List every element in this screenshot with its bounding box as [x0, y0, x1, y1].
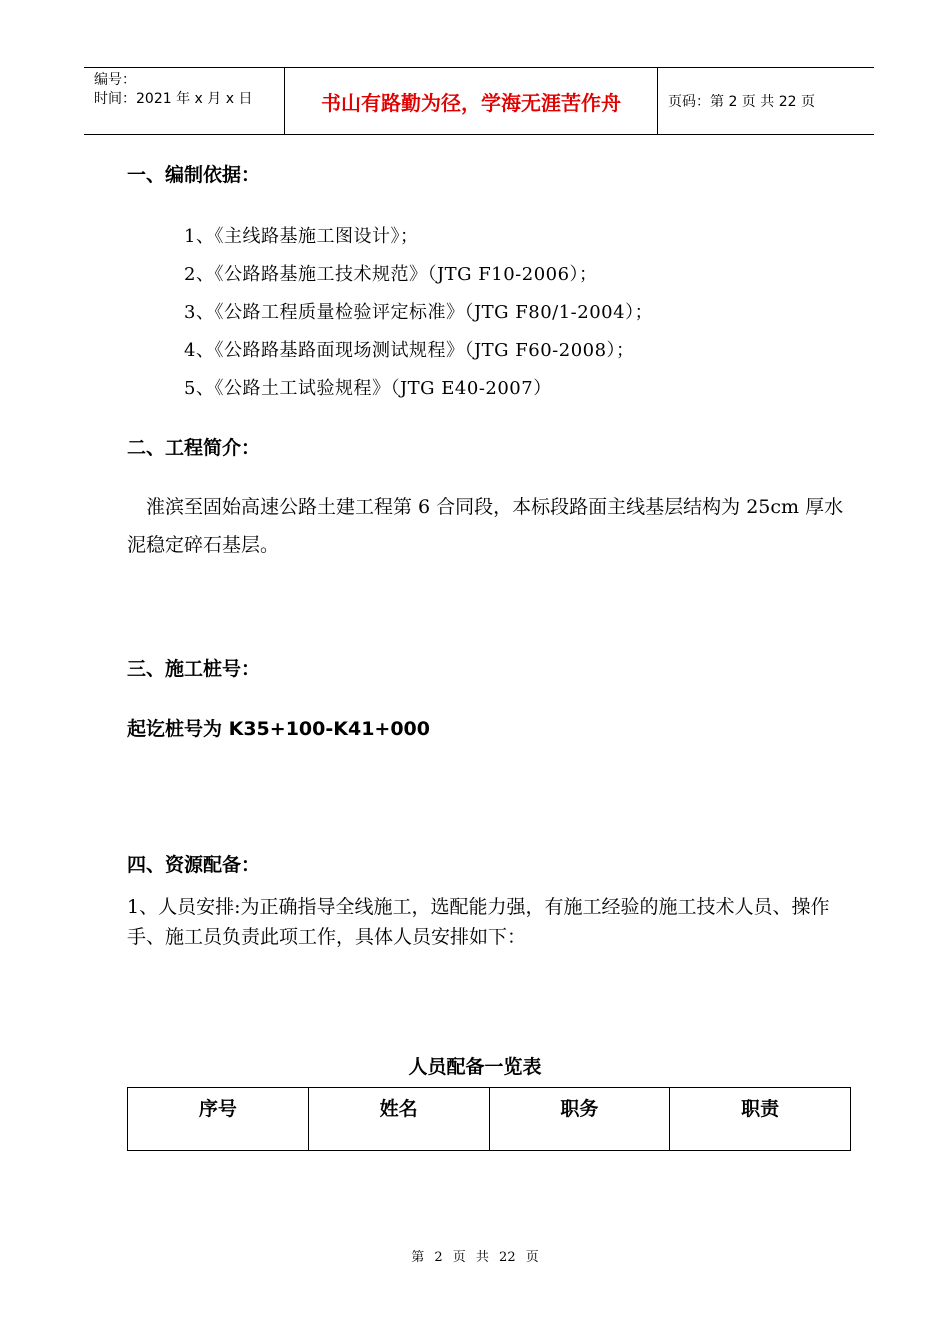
section-title-resources: 四、资源配备：: [127, 854, 261, 876]
stake-range: 起讫桩号为 K35+100-K41+000: [127, 718, 430, 740]
column-header-number: 序号: [128, 1088, 309, 1151]
section-title-basis: 一、编制依据：: [127, 164, 261, 186]
document-header: [84, 67, 874, 135]
reference-item: 4、《公路路基路面现场测试规程》（JTG F60-2008）；: [184, 340, 635, 361]
staff-table: [127, 1087, 851, 1151]
header-page-label: 页码：第 2 页 共 22 页: [668, 94, 815, 110]
reference-item: 5、《公路土工试验规程》（JTG E40-2007）: [184, 378, 552, 399]
table-header-row: [128, 1088, 851, 1151]
column-header-name: 姓名: [308, 1088, 489, 1151]
column-header-duty: 职责: [670, 1088, 851, 1151]
date-label: 时间：2021 年 x 月 x 日: [94, 91, 253, 107]
column-header-position: 职务: [489, 1088, 670, 1151]
reference-item: 3、《公路工程质量检验评定标准》（JTG F80/1-2004）；: [184, 302, 654, 323]
section-title-overview: 二、工程简介：: [127, 437, 261, 459]
table-caption: 人员配备一览表: [408, 1056, 542, 1078]
staffing-paragraph: 1、人员安排:为正确指导全线施工，选配能力强，有施工经验的施工技术人员、操作手、施工员负责此项工作，具体人员安排如下：: [127, 896, 830, 948]
number-label: 编号：: [94, 72, 136, 88]
header-meta: [84, 68, 285, 134]
overview-paragraph: 淮滨至固始高速公路土建工程第 6 合同段，本标段路面主线基层结构为 25cm 厚水泥稳定碎石基层。: [127, 496, 844, 556]
header-motto: 书山有路勤为径，学海无涯苦作舟: [285, 68, 658, 134]
page-footer: 第 2 页 共 22 页: [411, 1250, 539, 1265]
reference-item: 2、《公路路基施工技术规范》（JTG F10-2006）；: [184, 264, 598, 285]
section-title-stake: 三、施工桩号：: [127, 658, 261, 680]
reference-item: 1、《主线路基施工图设计》；: [184, 226, 419, 247]
